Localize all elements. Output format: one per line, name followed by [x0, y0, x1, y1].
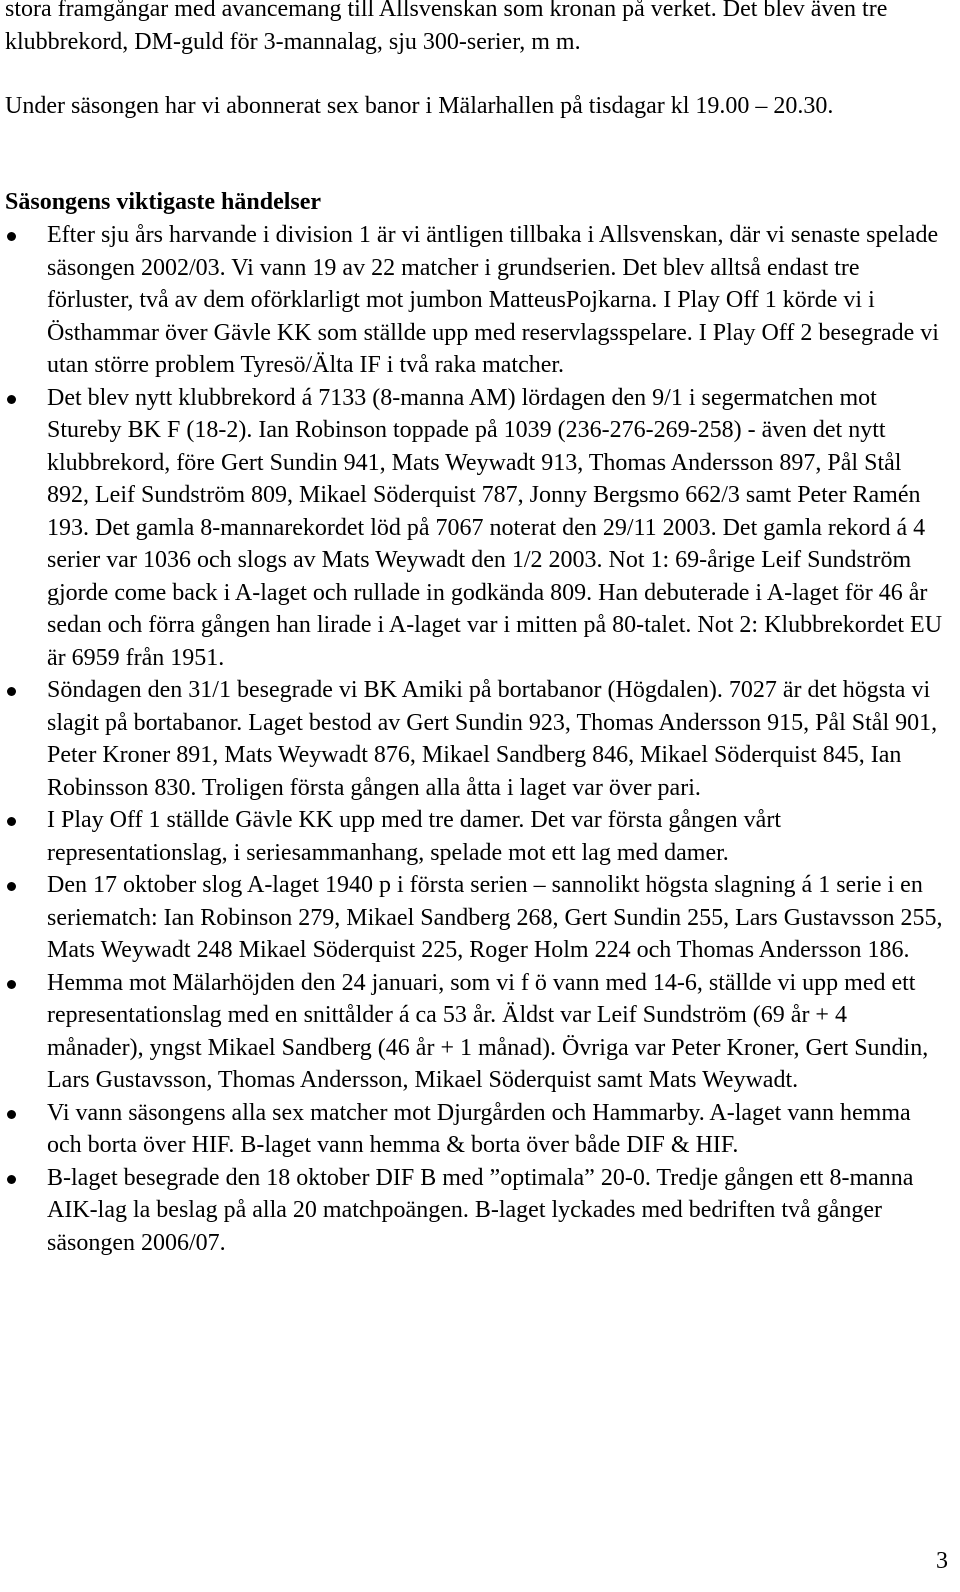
intro-paragraph: stora framgångar med avancemang till Allsvenskan som kronan på verket. Det blev även tre klubbrekord, DM-guld för 3-mannalag, sju 300-serier, m m.	[5, 0, 888, 55]
list-item-text: Det blev nytt klubbrekord á 7133 (8-manna AM) lördagen den 9/1 i segermatchen mot Stureby BK F (18-2). Ian Robinson toppade på 1039 (236-276-269-258) - även det nytt klubbrekord, före Gert Sundin 941, Mats Weywadt 913, Thomas Andersson 897, Pål Stål 892, Leif Sundström 809, Mikael Söderquist 787, Jonny Bergsmo 662/3 samt Peter Ramén 193. Det gamla 8-mannarekordet löd på 7067 noterat den 29/11 2003. Det gamla rekord á 4 serier var 1036 och slogs av Mats Weywadt den 1/2 2003. Not 1: 69-årige Leif Sundström gjorde come back i A-laget och rullade in godkända 809. Han debuterade i A-laget för 46 år sedan och förra gången han lirade i A-laget var i mitten på 80-talet. Not 2: Klubbrekordet EU är 6959 från 1951.	[47, 384, 943, 671]
bullet-icon	[7, 687, 16, 696]
list-item-text: Den 17 oktober slog A-laget 1940 p i första serien – sannolikt högsta slagning á 1 serie i en seriematch: Ian Robinson 279, Mikael Sandberg 268, Gert Sundin 255, Lars Gustavsson 255, Mats Weywadt 248 Mikael Söderquist 225, Roger Holm 224 och Thomas Andersson 186.	[47, 872, 943, 963]
bullet-icon	[7, 1110, 16, 1119]
list-item	[0, 967, 960, 1097]
events-list	[0, 219, 960, 1259]
list-item	[0, 869, 960, 967]
list-item	[0, 1097, 960, 1162]
bullet-icon	[7, 395, 16, 404]
list-item-text: Efter sju års harvande i division 1 är vi äntligen tillbaka i Allsvenskan, där vi senaste spelade säsongen 2002/03. Vi vann 19 av 22 matcher i grundserien. Det blev alltså endast tre förluster, två av dem oförklarligt mot jumbon MatteusPojkarna. I Play Off 1 körde vi i Östhammar över Gävle KK som ställde upp med reservlagsspelare. I Play Off 2 besegrade vi utan större problem Tyresö/Älta IF i två raka matcher.	[47, 222, 939, 378]
list-item-text: Hemma mot Mälarhöjden den 24 januari, som vi f ö vann med 14-6, ställde vi upp med ett representationslag med en snittålder á ca 53 år. Äldst var Leif Sundström (69 år + 4 månader), yngst Mikael Sandberg (46 år + 1 månad). Övriga var Peter Kroner, Gert Sundin, Lars Gustavsson, Thomas Andersson, Mikael Söderquist samt Mats Weywadt.	[47, 969, 929, 1093]
list-item-text: I Play Off 1 ställde Gävle KK upp med tre damer. Det var första gången vårt representationslag, i seriesammanhang, spelade mot ett lag med damer.	[47, 807, 781, 866]
list-item-text: Vi vann säsongens alla sex matcher mot Djurgården och Hammarby. A-laget vann hemma och borta över HIF. B-laget vann hemma & borta över både DIF & HIF.	[47, 1099, 911, 1158]
list-item	[0, 674, 960, 804]
list-item-text: B-laget besegrade den 18 oktober DIF B med ”optimala” 20-0. Tredje gången ett 8-manna AIK-lag la beslag på alla 20 matchpoängen. B-laget lyckades med bedriften två gånger säsongen 2006/07.	[47, 1164, 914, 1256]
bullet-icon	[7, 980, 16, 989]
bullet-icon	[7, 1175, 16, 1184]
page-number: 3	[936, 1548, 948, 1574]
list-item	[0, 1162, 960, 1260]
list-item	[0, 382, 960, 675]
list-item-text: Söndagen den 31/1 besegrade vi BK Amiki på bortabanor (Högdalen). 7027 är det högsta vi slagit på bortabanor. Laget bestod av Gert Sundin 923, Thomas Andersson 915, Pål Stål 901, Peter Kroner 891, Mats Weywadt 876, Mikael Sandberg 846, Mikael Söderquist 845, Ian Robinsson 830. Troligen första gången alla åtta i laget var över pari.	[47, 677, 938, 801]
bullet-icon	[7, 817, 16, 826]
list-item	[0, 219, 960, 382]
bullet-icon	[7, 232, 16, 241]
bullet-icon	[7, 882, 16, 891]
section-heading: Säsongens viktigaste händelser	[5, 189, 322, 215]
schedule-paragraph: Under säsongen har vi abonnerat sex banor i Mälarhallen på tisdagar kl 19.00 – 20.30.	[5, 93, 834, 119]
list-item	[0, 804, 960, 869]
